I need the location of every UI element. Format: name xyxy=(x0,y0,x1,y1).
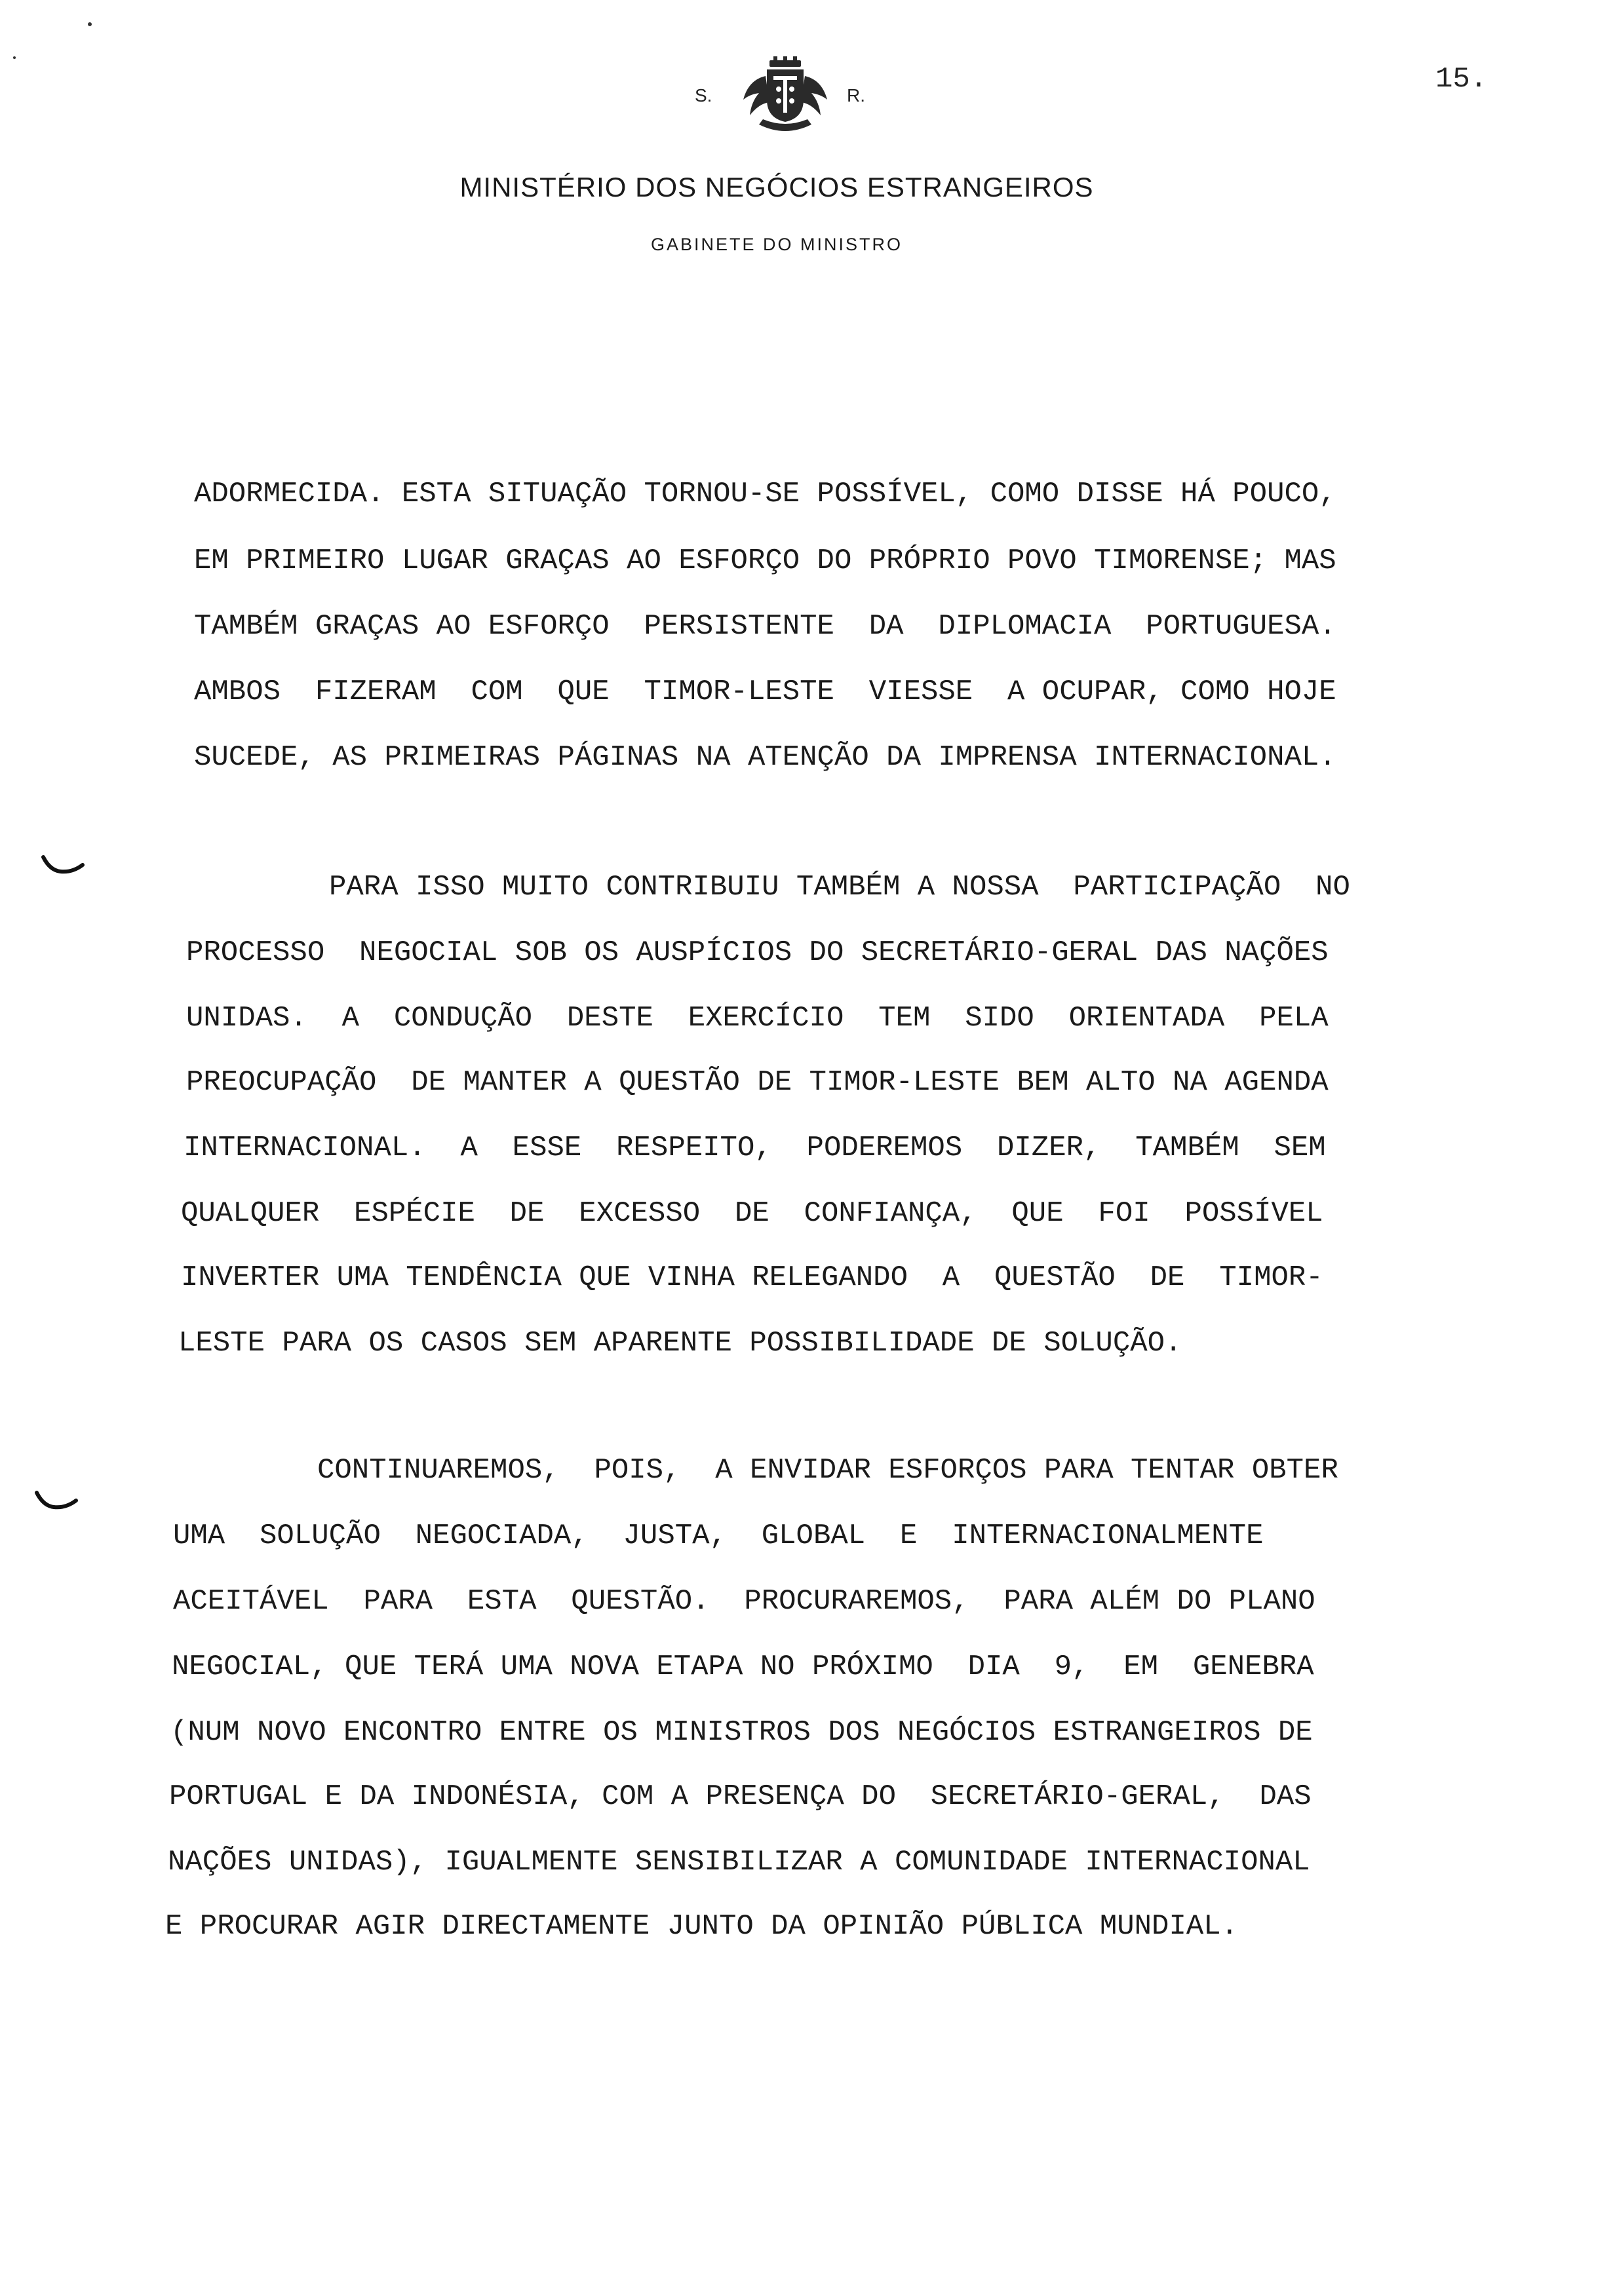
text-line: UNIDAS. A CONDUÇÃO DESTE EXERCÍCIO TEM SIDO ORIENTADA PELA xyxy=(186,1002,1329,1035)
crest-right-letter: R. xyxy=(847,85,865,105)
scan-speck xyxy=(88,22,92,26)
text-line: NAÇÕES UNIDAS), IGUALMENTE SENSIBILIZAR A COMUNIDADE INTERNACIONAL xyxy=(168,1846,1310,1879)
text-line: E PROCURAR AGIR DIRECTAMENTE JUNTO DA OPINIÃO PÚBLICA MUNDIAL. xyxy=(165,1910,1239,1943)
crest-left-letter: S. xyxy=(695,85,712,105)
text-line: LESTE PARA OS CASOS SEM APARENTE POSSIBILIDADE DE SOLUÇÃO. xyxy=(178,1327,1182,1360)
text-line: ADORMECIDA. ESTA SITUAÇÃO TORNOU-SE POSSÍVEL, COMO DISSE HÁ POUCO, xyxy=(194,478,1336,510)
text-line: AMBOS FIZERAM COM QUE TIMOR-LESTE VIESSE A OCUPAR, COMO HOJE xyxy=(194,676,1336,708)
text-line: TAMBÉM GRAÇAS AO ESFORÇO PERSISTENTE DA DIPLOMACIA PORTUGUESA. xyxy=(194,610,1336,643)
text-line: INTERNACIONAL. A ESSE RESPEITO, PODEREMOS DIZER, TAMBÉM SEM xyxy=(184,1132,1326,1164)
letterhead-crest xyxy=(695,56,878,142)
margin-check-mark xyxy=(41,853,87,879)
cabinet-subtitle: GABINETE DO MINISTRO xyxy=(650,235,903,254)
text-line: PROCESSO NEGOCIAL SOB OS AUSPÍCIOS DO SECRETÁRIO-GERAL DAS NAÇÕES xyxy=(186,936,1329,969)
ministry-title: MINISTÉRIO DOS NEGÓCIOS ESTRANGEIROS xyxy=(459,172,1094,202)
text-line: EM PRIMEIRO LUGAR GRAÇAS AO ESFORÇO DO PRÓPRIO POVO TIMORENSE; MAS xyxy=(194,545,1336,577)
text-line: PORTUGAL E DA INDONÉSIA, COM A PRESENÇA DO SECRETÁRIO-GERAL, DAS xyxy=(169,1780,1312,1813)
text-line: PREOCUPAÇÃO DE MANTER A QUESTÃO DE TIMOR-LESTE BEM ALTO NA AGENDA xyxy=(186,1066,1329,1099)
text-line: NEGOCIAL, QUE TERÁ UMA NOVA ETAPA NO PRÓXIMO DIA 9, EM GENEBRA xyxy=(172,1651,1314,1683)
text-line: CONTINUAREMOS, POIS, A ENVIDAR ESFORÇOS PARA TENTAR OBTER xyxy=(317,1454,1338,1487)
text-line: SUCEDE, AS PRIMEIRAS PÁGINAS NA ATENÇÃO DA IMPRENSA INTERNACIONAL. xyxy=(194,741,1336,774)
page-number: 15. xyxy=(1435,63,1488,96)
text-line: INVERTER UMA TENDÊNCIA QUE VINHA RELEGANDO A QUESTÃO DE TIMOR- xyxy=(181,1261,1323,1294)
text-line: QUALQUER ESPÉCIE DE EXCESSO DE CONFIANÇA, QUE FOI POSSÍVEL xyxy=(181,1197,1323,1230)
coat-of-arms-icon xyxy=(733,56,838,135)
text-line: (NUM NOVO ENCONTRO ENTRE OS MINISTROS DOS NEGÓCIOS ESTRANGEIROS DE xyxy=(170,1716,1313,1749)
text-line: UMA SOLUÇÃO NEGOCIADA, JUSTA, GLOBAL E INTERNACIONALMENTE xyxy=(173,1520,1264,1552)
margin-check-mark xyxy=(34,1489,80,1515)
text-line: PARA ISSO MUITO CONTRIBUIU TAMBÉM A NOSSA PARTICIPAÇÃO NO xyxy=(329,871,1350,904)
scan-speck xyxy=(13,56,16,59)
text-line: ACEITÁVEL PARA ESTA QUESTÃO. PROCURAREMOS, PARA ALÉM DO PLANO xyxy=(173,1585,1315,1618)
